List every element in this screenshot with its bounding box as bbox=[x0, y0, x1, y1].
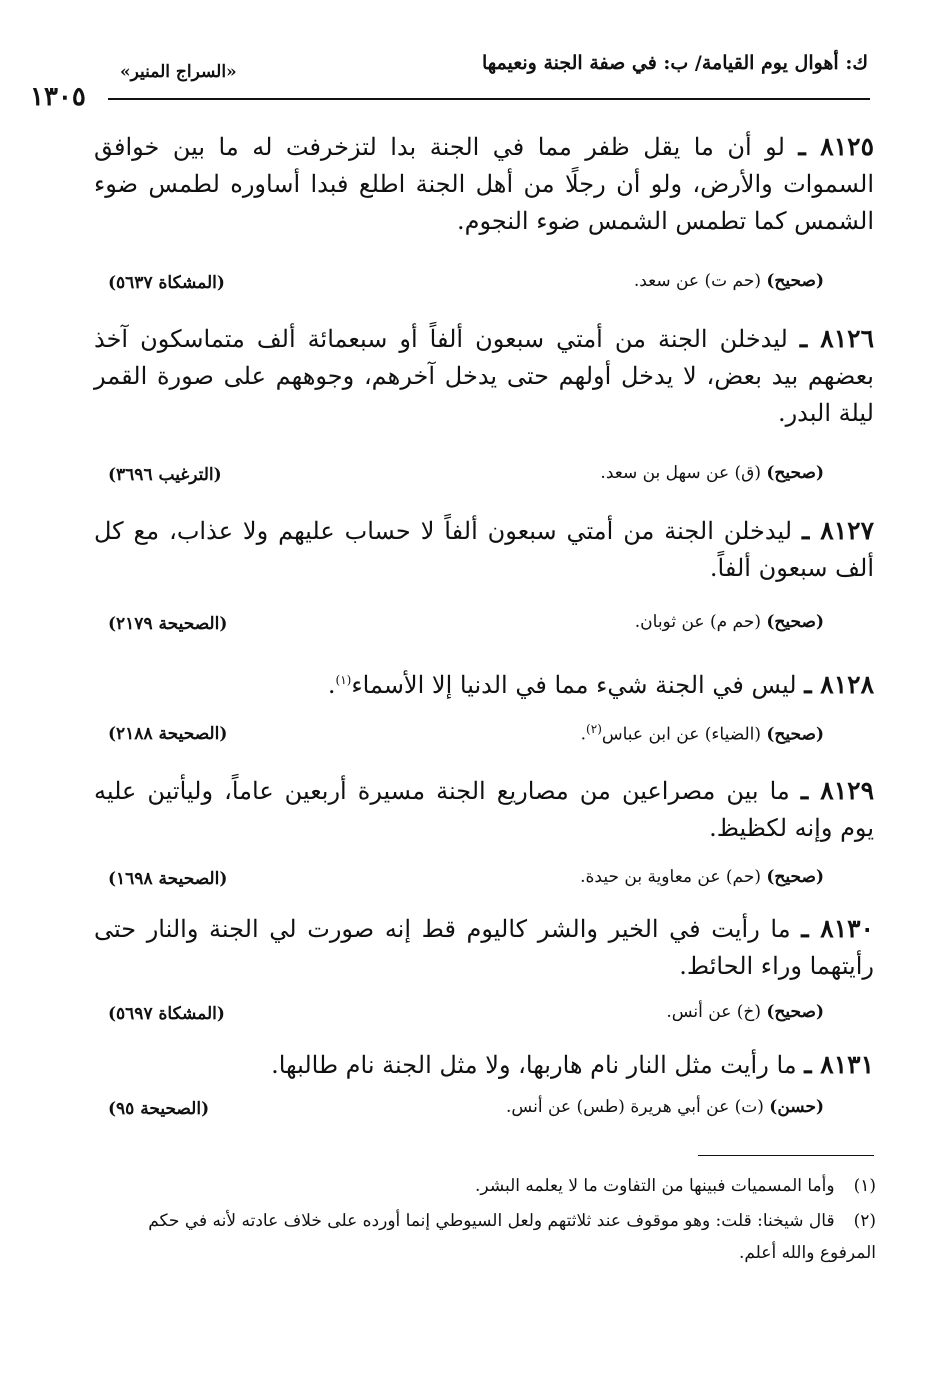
hadith-reference: (الترغيب ٣٦٩٦) bbox=[108, 465, 222, 485]
page-number: ١٣٠٥ bbox=[30, 82, 86, 112]
hadith-text: ليدخلن الجنة من أمتي سبعون ألفاً أو سبعمائة ألف متماسكون آخذ بعضهم بيد بعض، لا يدخل أولهم حتى يدخل آخرهم، وجوههم على صورة القمر ليلة البدر. bbox=[94, 325, 874, 427]
footnote-2 bbox=[96, 1205, 876, 1269]
hadith-grade: (صحيح) bbox=[766, 271, 824, 291]
hadith-8127 bbox=[94, 512, 874, 587]
hadith-grade: (صحيح) bbox=[766, 867, 824, 887]
footnote-rule bbox=[698, 1155, 874, 1156]
hadith-grade: (صحيح) bbox=[766, 724, 824, 745]
hadith-source: (ت) عن أبي هريرة (طس) عن أنس. bbox=[506, 1097, 764, 1117]
hadith-reference: (الصحيحة ١٦٩٨) bbox=[108, 869, 228, 889]
hadith-number: ٨١٢٧ ـ bbox=[801, 516, 874, 545]
hadith-8126 bbox=[94, 320, 874, 432]
hadith-number: ٨١٢٩ ـ bbox=[800, 776, 874, 805]
hadith-grade: (صحيح) bbox=[766, 612, 824, 632]
hadith-source: (حم م) عن ثوبان. bbox=[634, 612, 761, 632]
hadith-source: (الضياء) عن ابن عباس bbox=[601, 724, 761, 745]
hadith-source-8127 bbox=[100, 612, 824, 642]
hadith-text: ما رأيت مثل النار نام هاربها، ولا مثل الجنة نام طالبها. bbox=[271, 1051, 797, 1079]
chapter-title: ك: أهوال يوم القيامة/ ب: في صفة الجنة ونعيمها bbox=[481, 52, 868, 74]
hadith-text: ليدخلن الجنة من أمتي سبعون ألفاً لا حساب عليهم ولا عذاب، مع كل ألف سبعون ألفاً. bbox=[94, 517, 874, 582]
footnote-mark: (١) bbox=[853, 1176, 876, 1196]
footnote-text: قال شيخنا: قلت: وهو موقوف عند ثلاثتهم ولعل السيوطي إنما أورده على خلاف عادته لأنه في حكم المرفوع والله أعلم. bbox=[148, 1211, 876, 1263]
hadith-text: ليس في الجنة شيء مما في الدنيا إلا الأسماء bbox=[351, 671, 797, 699]
hadith-8128: ٨١٢٨ ـ ليس في الجنة شيء مما في الدنيا إلا الأسماء$^{(١)}$. bbox=[327, 670, 874, 699]
hadith-source-8129 bbox=[100, 867, 824, 897]
hadith-reference: (المشكاة ٥٦٩٧) bbox=[108, 1004, 225, 1024]
footnote-ref: (١) bbox=[335, 673, 352, 687]
hadith-number: ٨١٢٥ ـ bbox=[798, 132, 874, 161]
hadith-number: ٨١٢٦ ـ bbox=[799, 324, 875, 353]
hadith-text: لو أن ما يقل ظفر مما في الجنة بدا لتزخرفت له ما بين خوافق السموات والأرض، ولو أن رجلًا من أهل الجنة اطلع فبدا أساوره لطمس ضوء الشمس كما تطمس الشمس ضوء النجوم. bbox=[94, 133, 874, 235]
hadith-number: ٨١٣١ ـ bbox=[804, 1050, 874, 1079]
hadith-8129 bbox=[94, 772, 874, 847]
hadith-text: ما رأيت في الخير والشر كاليوم قط إنه صورت لي الجنة والنار حتى رأيتهما وراء الحائط. bbox=[94, 915, 874, 980]
hadith-8130 bbox=[94, 910, 874, 985]
running-header bbox=[100, 52, 868, 90]
hadith-number: ٨١٣٠ ـ bbox=[801, 914, 874, 943]
hadith-grade: (صحيح) bbox=[766, 463, 824, 483]
hadith-reference: (الصحيحة ٢١٨٨) bbox=[108, 724, 228, 744]
hadith-source: (حم) عن معاوية بن حيدة. bbox=[580, 867, 761, 887]
book-title: «السراج المنير» bbox=[120, 62, 237, 82]
hadith-grade: (صحيح) bbox=[766, 1002, 824, 1022]
hadith-source-8125 bbox=[100, 271, 824, 301]
hadith-source-8131 bbox=[100, 1097, 824, 1127]
hadith-number: ٨١٢٨ ـ bbox=[804, 670, 874, 699]
hadith-8131 bbox=[94, 1046, 874, 1084]
hadith-text: ما بين مصراعين من مصاريع الجنة مسيرة أربعين عاماً، وليأتين عليه يوم وإنه لكظيظ. bbox=[94, 777, 874, 842]
footnote-text: وأما المسميات فبينها من التفاوت ما لا يعلمه البشر. bbox=[475, 1176, 835, 1196]
hadith-grade: (حسن) bbox=[769, 1097, 824, 1117]
hadith-reference: (الصحيحة ٩٥) bbox=[108, 1099, 210, 1119]
footnote-mark: (٢) bbox=[853, 1211, 876, 1231]
hadith-source: (خ) عن أنس. bbox=[666, 1002, 761, 1022]
header-rule bbox=[108, 98, 870, 100]
footnote-ref: (٢) bbox=[586, 722, 602, 736]
hadith-reference: (الصحيحة ٢١٧٩) bbox=[108, 614, 228, 634]
hadith-8125 bbox=[94, 128, 874, 240]
hadith-source-8130 bbox=[100, 1002, 824, 1032]
hadith-source-8128: (صحيح) (الضياء) عن ابن عباس$^{(٢)}$. (الصحيحة ٢١٨٨) bbox=[108, 722, 824, 745]
hadith-source: (حم ت) عن سعد. bbox=[633, 271, 761, 291]
hadith-source-8126 bbox=[100, 463, 824, 493]
hadith-reference: (المشكاة ٥٦٣٧) bbox=[108, 273, 225, 293]
hadith-source: (ق) عن سهل بن سعد. bbox=[600, 463, 761, 483]
footnote-1 bbox=[96, 1170, 876, 1202]
